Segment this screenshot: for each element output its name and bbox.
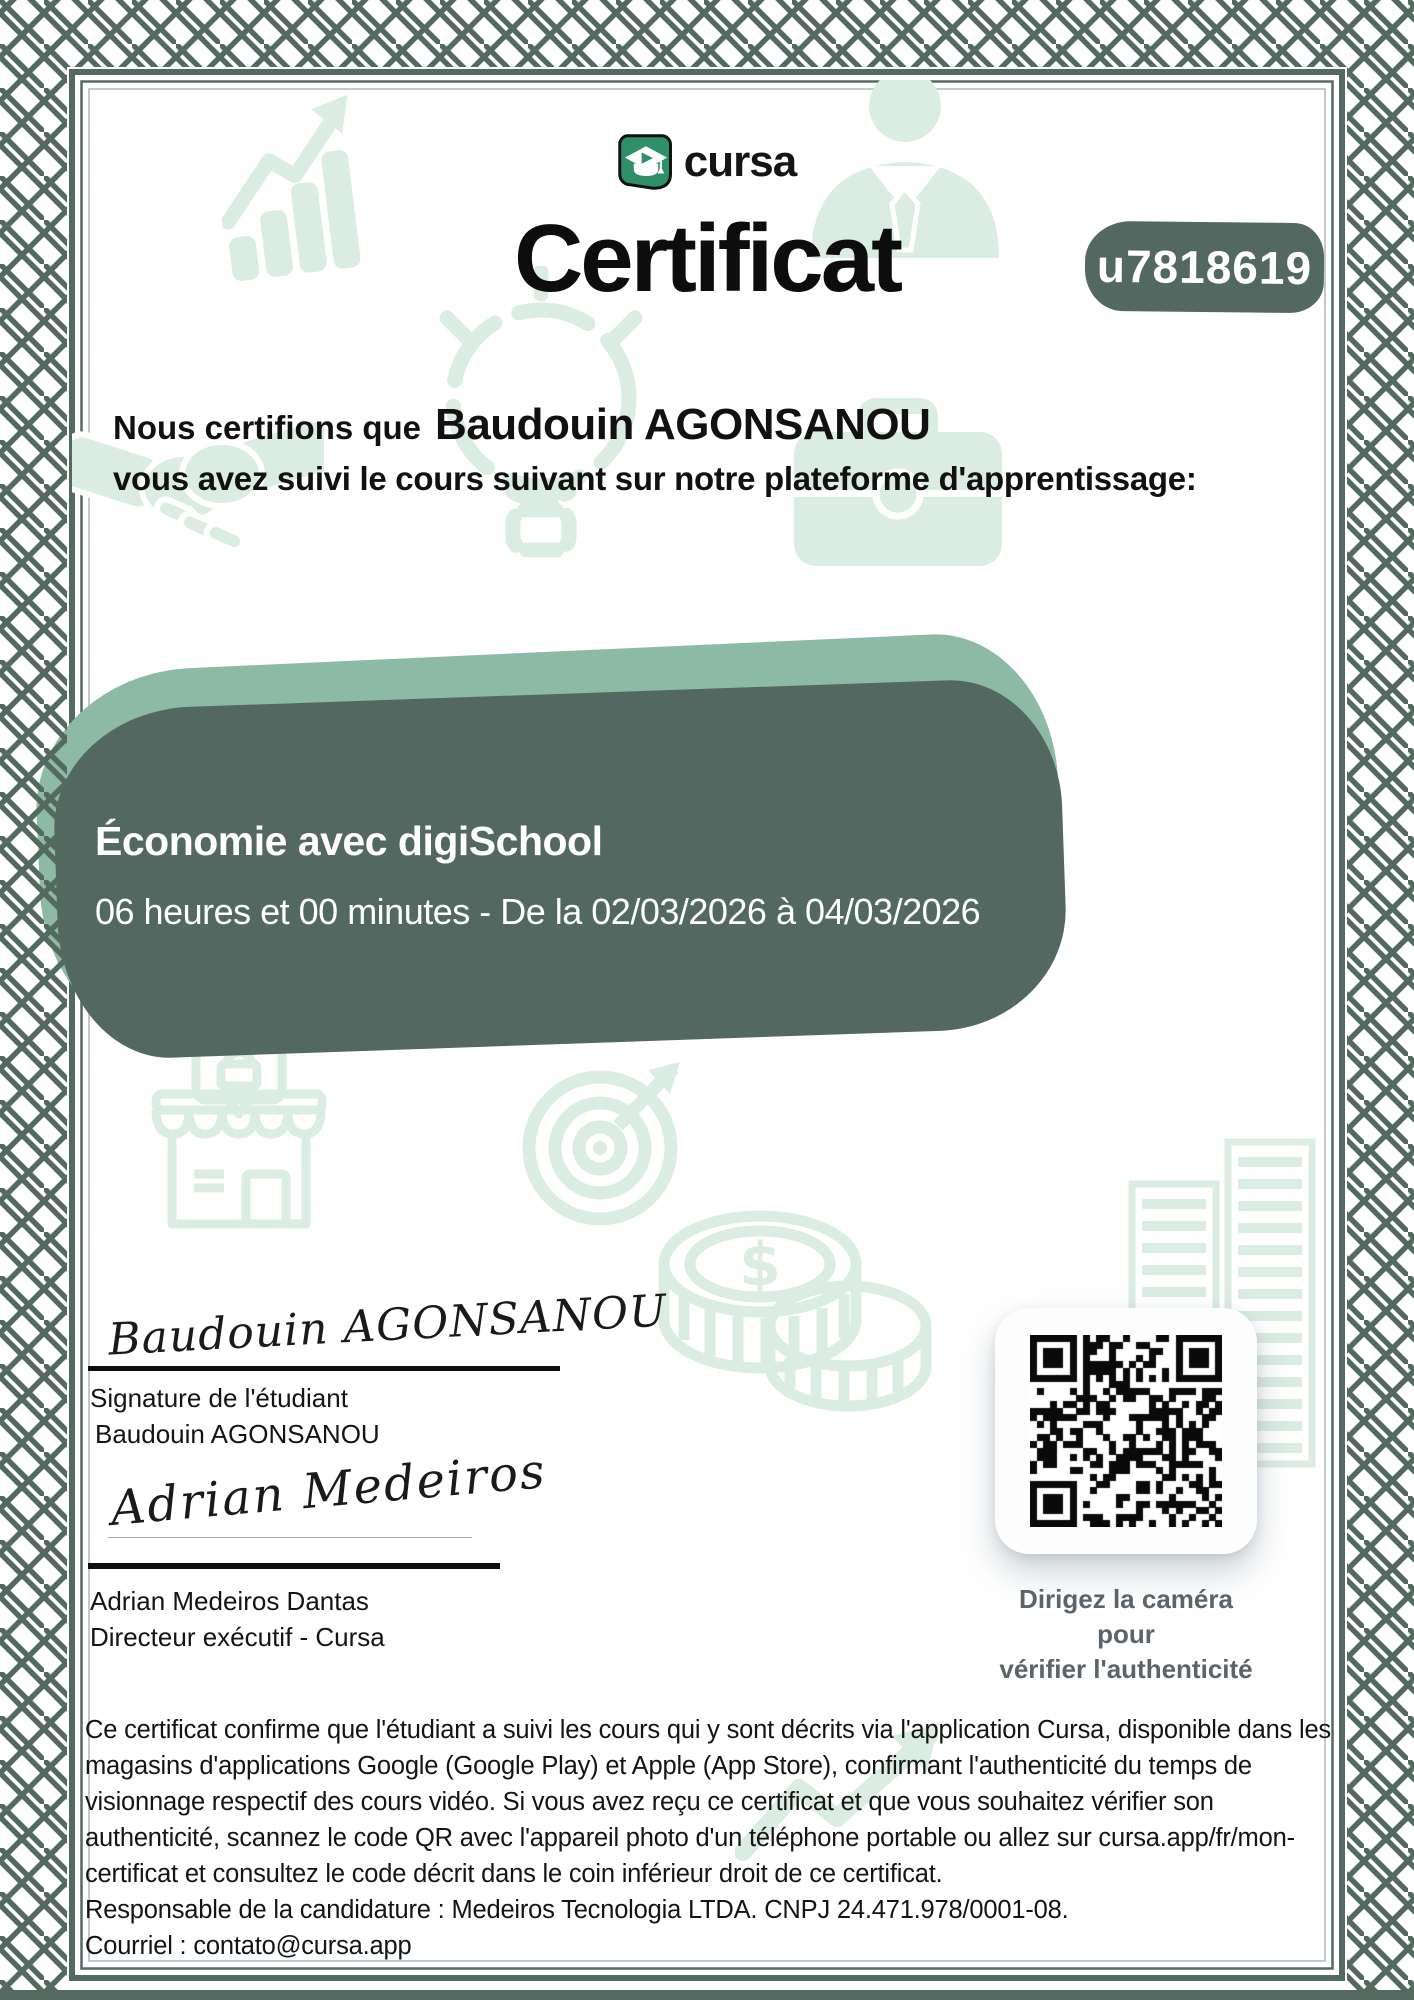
director-signature-line — [88, 1563, 500, 1569]
student-signature-line — [88, 1366, 560, 1371]
qr-caption-line1: Dirigez la caméra pour — [1019, 1584, 1233, 1649]
director-name: Adrian Medeiros Dantas — [90, 1586, 369, 1616]
intro-prefix: Nous certifions que — [113, 409, 422, 446]
student-name: Baudouin AGONSANOU — [435, 400, 931, 449]
footer-text — [85, 1712, 1337, 1964]
student-signature-script: Baudouin AGONSANOU — [107, 1285, 669, 1366]
director-signature-faint-line — [108, 1537, 472, 1538]
storefront-icon — [148, 1034, 330, 1234]
coins-icon — [640, 1168, 932, 1430]
director-signature-script: Adrian Medeiros — [108, 1443, 549, 1537]
qr-card — [995, 1308, 1257, 1554]
course-details: 06 heures et 00 minutes - De la 02/03/2026 à 04/03/2026 — [95, 891, 981, 932]
student-signature-label: Signature de l'étudiant — [90, 1383, 348, 1413]
graduation-cap-play-icon — [618, 134, 674, 190]
certificate-title: Certificat — [513, 205, 901, 312]
qr-caption-line2: vérifier l'authenticité — [999, 1654, 1253, 1684]
svg-text:$: $ — [739, 1230, 781, 1300]
footer-responsible: Responsable de la candidature : Medeiros Tecnologia LTDA. CNPJ 24.471.978/0001-08. — [85, 1896, 1069, 1924]
director-role: Directeur exécutif - Cursa — [90, 1622, 385, 1652]
qr-code — [1030, 1335, 1222, 1527]
course-info — [95, 818, 980, 933]
brand-logo — [0, 134, 1414, 190]
footer-email: Courriel : contato@cursa.app — [85, 1932, 412, 1960]
student-signature-name: Baudouin AGONSANOU — [95, 1419, 380, 1449]
brand-name: cursa — [683, 137, 797, 186]
intro-block — [113, 400, 1197, 498]
qr-caption — [995, 1582, 1257, 1687]
footer-body: Ce certificat confirme que l'étudiant a suivi les cours qui y sont décrits via l'application Cursa, disponible dans les magasins d'applications Google (Google Play) et Apple (App Store), confirmant l'authenticité du temps de visionnage respectif des cours vidéo. Si vous avez reçu ce certificat et que vous souhaitez vérifier son authenticité, scannez le code QR avec l'appareil photo d'un téléphone portable ou allez sur cursa.app/fr/mon-certificat et consultez le code décrit dans le coin inférieur droit de ce certificat. — [85, 1716, 1331, 1888]
course-title: Économie avec digiSchool — [95, 818, 603, 864]
certificate-code: u7818619 — [1096, 239, 1313, 295]
intro-line2: vous avez suivi le cours suivant sur notre plateforme d'apprentissage: — [113, 460, 1197, 497]
